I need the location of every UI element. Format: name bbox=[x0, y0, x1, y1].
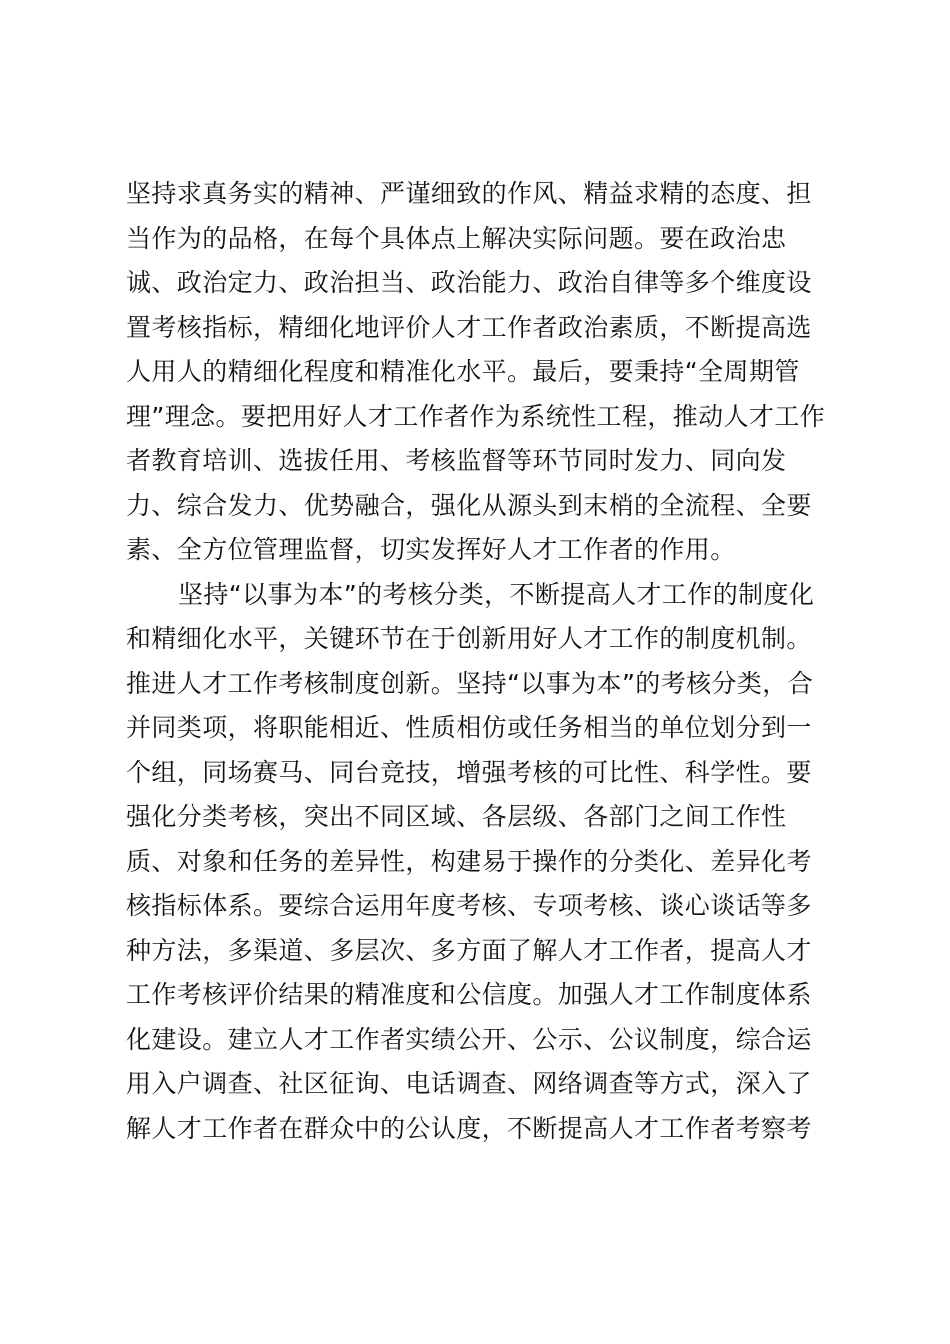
paragraph-first-line: 坚持“以事为本”的考核分类，不断提高人才工作的制度化 bbox=[178, 579, 815, 609]
text-line: 和精细化水平，关键环节在于创新用好人才工作的制度机制。 bbox=[126, 624, 812, 653]
text-line: 诚、政治定力、政治担当、政治能力、政治自律等多个维度设 bbox=[126, 268, 812, 297]
text-line: 推进人才工作考核制度创新。坚持“以事为本”的考核分类，合 bbox=[126, 668, 814, 698]
text-line: 坚持求真务实的精神、严谨细致的作风、精益求精的态度、担 bbox=[126, 179, 812, 208]
text-line: 者教育培训、选拔任用、考核监督等环节同时发力、同向发 bbox=[126, 446, 787, 475]
text-line: 个组，同场赛马、同台竞技，增强考核的可比性、科学性。要 bbox=[126, 757, 812, 787]
text-line: 置考核指标，精细化地评价人才工作者政治素质，不断提高选 bbox=[126, 312, 812, 342]
body-text bbox=[126, 172, 836, 1151]
text-line: 并同类项，将职能相近、性质相仿或任务相当的单位划分到一 bbox=[126, 713, 812, 742]
text-line: 工作考核评价结果的精准度和公信度。加强人才工作制度体系 bbox=[126, 980, 812, 1009]
text-line: 用入户调查、社区征询、电话调查、网络调查等方式，深入了 bbox=[126, 1069, 812, 1098]
text-line: 力、综合发力、优势融合，强化从源头到末梢的全流程、全要 bbox=[126, 490, 812, 520]
text-line: 素、全方位管理监督，切实发挥好人才工作者的作用。 bbox=[126, 535, 736, 564]
text-line: 核指标体系。要综合运用年度考核、专项考核、谈心谈话等多 bbox=[126, 891, 812, 920]
text-line: 人用人的精细化程度和精准化水平。最后，要秉持“全周期管 bbox=[126, 357, 800, 386]
text-line: 理”理念。要把用好人才工作者作为系统性工程，推动人才工作 bbox=[126, 401, 826, 431]
text-line: 当作为的品格，在每个具体点上解决实际问题。要在政治忠 bbox=[126, 223, 787, 253]
text-line: 种方法，多渠道、多层次、多方面了解人才工作者，提高人才 bbox=[126, 935, 812, 965]
text-line: 质、对象和任务的差异性，构建易于操作的分类化、差异化考 bbox=[126, 846, 812, 876]
text-line: 强化分类考核，突出不同区域、各层级、各部门之间工作性 bbox=[126, 802, 787, 831]
text-line: 解人才工作者在群众中的公认度，不断提高人才工作者考察考 bbox=[126, 1113, 812, 1143]
text-line: 化建设。建立人才工作者实绩公开、公示、公议制度，综合运 bbox=[126, 1024, 812, 1054]
